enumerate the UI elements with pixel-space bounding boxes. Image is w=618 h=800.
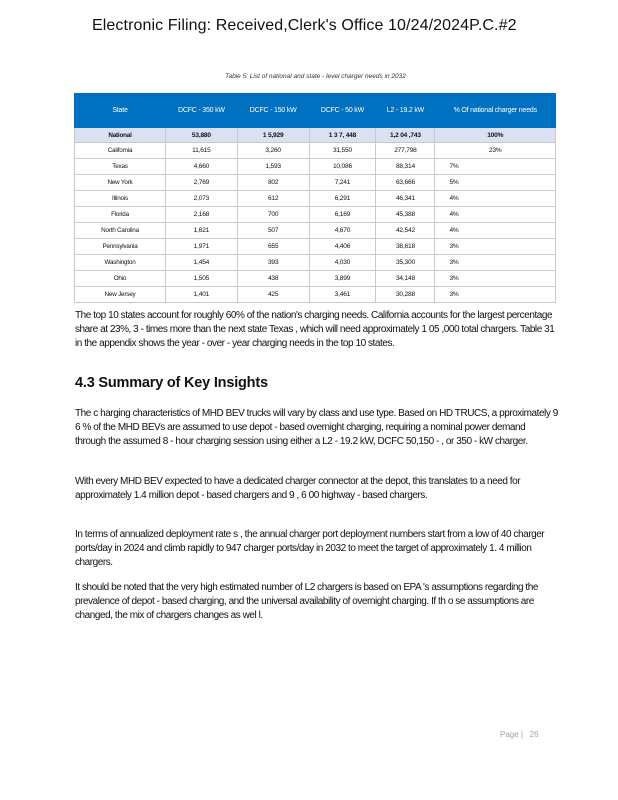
cell-dcfc-350: 1,401 bbox=[166, 287, 238, 303]
column-header-dcfc-50: DCFC - 50 kW bbox=[309, 94, 376, 128]
cell-dcfc-350: 2,073 bbox=[166, 191, 238, 207]
cell-percent: 23% bbox=[435, 143, 556, 159]
section-heading: 4.3 Summary of Key Insights bbox=[75, 375, 268, 391]
table-row bbox=[75, 287, 556, 303]
column-header-state: State bbox=[75, 94, 166, 128]
cell-dcfc-150: 802 bbox=[237, 175, 309, 191]
cell-dcfc-350: 1,454 bbox=[166, 255, 238, 271]
cell-dcfc-350: 11,615 bbox=[166, 143, 238, 159]
cell-dcfc-350: 53,880 bbox=[166, 128, 238, 143]
cell-state: Illinois bbox=[75, 191, 166, 207]
cell-dcfc-50: 6,169 bbox=[309, 207, 376, 223]
page-footer bbox=[500, 730, 539, 739]
table-row-national bbox=[75, 128, 556, 143]
cell-dcfc-50: 10,086 bbox=[309, 159, 376, 175]
cell-dcfc-150: 1 5,929 bbox=[237, 128, 309, 143]
cell-dcfc-50: 3,461 bbox=[309, 287, 376, 303]
cell-state: New York bbox=[75, 175, 166, 191]
cell-dcfc-50: 6,291 bbox=[309, 191, 376, 207]
cell-dcfc-350: 4,660 bbox=[166, 159, 238, 175]
cell-dcfc-350: 1,505 bbox=[166, 271, 238, 287]
cell-dcfc-50: 4,406 bbox=[309, 239, 376, 255]
cell-state: National bbox=[75, 128, 166, 143]
cell-dcfc-50: 4,030 bbox=[309, 255, 376, 271]
column-header-dcfc-150: DCFC - 150 kW bbox=[237, 94, 309, 128]
cell-dcfc-350: 1,971 bbox=[166, 239, 238, 255]
cell-state: Pennsylvania bbox=[75, 239, 166, 255]
paragraph-top-states: The top 10 states account for roughly 60% of the nation's charging needs. California accounts for the largest percentage share at 23%, 3 - times more than the next state Texas , which will need approximately 1 05 ,000 total chargers. Table 31 in the appendix shows the year - over - year charging needs in the top 10 states. bbox=[75, 310, 555, 349]
cell-percent: 7% bbox=[435, 159, 556, 175]
table-row bbox=[75, 191, 556, 207]
cell-dcfc-50: 1 3 7, 448 bbox=[309, 128, 376, 143]
cell-dcfc-150: 612 bbox=[237, 191, 309, 207]
cell-l2: 35,300 bbox=[376, 255, 435, 271]
table-row bbox=[75, 255, 556, 271]
column-header-dcfc-350: DCFC - 350 kW bbox=[166, 94, 238, 128]
cell-l2: 88,314 bbox=[376, 159, 435, 175]
table-row bbox=[75, 207, 556, 223]
cell-dcfc-50: 3,899 bbox=[309, 271, 376, 287]
cell-l2: 1,2 04 ,743 bbox=[376, 128, 435, 143]
electronic-filing-header: Electronic Filing: Received,Clerk's Office 10/24/2024P.C.#2 bbox=[92, 17, 517, 34]
table-row bbox=[75, 159, 556, 175]
table-caption: Table 5: List of national and state - level charger needs in 2032 bbox=[225, 73, 406, 80]
page-label: Page | bbox=[500, 730, 523, 739]
cell-percent: 4% bbox=[435, 191, 556, 207]
column-header-l2: L2 - 19.2 kW bbox=[376, 94, 435, 128]
cell-dcfc-150: 393 bbox=[237, 255, 309, 271]
cell-state: New Jersey bbox=[75, 287, 166, 303]
cell-dcfc-150: 1,593 bbox=[237, 159, 309, 175]
cell-dcfc-350: 2,769 bbox=[166, 175, 238, 191]
cell-l2: 34,148 bbox=[376, 271, 435, 287]
cell-l2: 46,341 bbox=[376, 191, 435, 207]
cell-percent: 3% bbox=[435, 271, 556, 287]
cell-dcfc-350: 2,168 bbox=[166, 207, 238, 223]
cell-state: California bbox=[75, 143, 166, 159]
cell-dcfc-150: 438 bbox=[237, 271, 309, 287]
cell-dcfc-50: 7,241 bbox=[309, 175, 376, 191]
cell-dcfc-350: 1,621 bbox=[166, 223, 238, 239]
cell-dcfc-150: 700 bbox=[237, 207, 309, 223]
cell-percent: 5% bbox=[435, 175, 556, 191]
cell-percent: 3% bbox=[435, 255, 556, 271]
table-row bbox=[75, 175, 556, 191]
cell-state: Texas bbox=[75, 159, 166, 175]
cell-percent: 3% bbox=[435, 287, 556, 303]
cell-dcfc-50: 31,550 bbox=[309, 143, 376, 159]
column-header-percent: % Of national charger needs bbox=[435, 94, 556, 128]
cell-l2: 63,666 bbox=[376, 175, 435, 191]
cell-l2: 38,618 bbox=[376, 239, 435, 255]
table-row bbox=[75, 143, 556, 159]
cell-dcfc-50: 4,670 bbox=[309, 223, 376, 239]
paragraph-deployment-rate: In terms of annualized deployment rate s , the annual charger port deployment numbers start from a low of 40 charger ports/day in 2024 and climb rapidly to 947 charger ports/day in 2032 to meet the target of approximately 1. 4 million chargers. bbox=[75, 529, 545, 568]
cell-l2: 30,288 bbox=[376, 287, 435, 303]
cell-dcfc-150: 507 bbox=[237, 223, 309, 239]
table-row bbox=[75, 223, 556, 239]
paragraph-dedicated-chargers: With every MHD BEV expected to have a dedicated charger connector at the depot, this translates to a need for approximately 1.4 million depot - based chargers and 9 , 6 00 highway - based chargers. bbox=[75, 476, 521, 501]
charger-needs-table bbox=[74, 93, 556, 303]
cell-state: Washington bbox=[75, 255, 166, 271]
table-header-row bbox=[75, 94, 556, 128]
cell-l2: 277,798 bbox=[376, 143, 435, 159]
paragraph-charging-characteristics: The c harging characteristics of MHD BEV trucks will vary by class and use type. Based on HD TRUCS, a pproximately 9 6 % of the MHD BEVs are assumed to use depot - based overnight charging, requiring a nominal power demand through the assumed 8 - hour charging session using either a L2 - 19.2 kW, DCFC 50,150 - , or 350 - kW charger. bbox=[75, 408, 558, 447]
table-row bbox=[75, 271, 556, 287]
cell-l2: 45,388 bbox=[376, 207, 435, 223]
cell-state: Ohio bbox=[75, 271, 166, 287]
cell-percent: 4% bbox=[435, 223, 556, 239]
cell-percent: 100% bbox=[435, 128, 556, 143]
page-number: 26 bbox=[529, 730, 539, 739]
cell-dcfc-150: 655 bbox=[237, 239, 309, 255]
cell-l2: 42,542 bbox=[376, 223, 435, 239]
cell-dcfc-150: 425 bbox=[237, 287, 309, 303]
cell-percent: 3% bbox=[435, 239, 556, 255]
cell-percent: 4% bbox=[435, 207, 556, 223]
cell-state: Florida bbox=[75, 207, 166, 223]
cell-dcfc-150: 3,260 bbox=[237, 143, 309, 159]
paragraph-l2-assumptions: It should be noted that the very high estimated number of L2 chargers is based on EPA 's assumptions regarding the prevalence of depot - based charging, and the universal availability of overnight charging. If th o se assumptions are changed, the mix of chargers changes as wel l. bbox=[75, 582, 538, 621]
cell-state: North Carolina bbox=[75, 223, 166, 239]
table-row bbox=[75, 239, 556, 255]
